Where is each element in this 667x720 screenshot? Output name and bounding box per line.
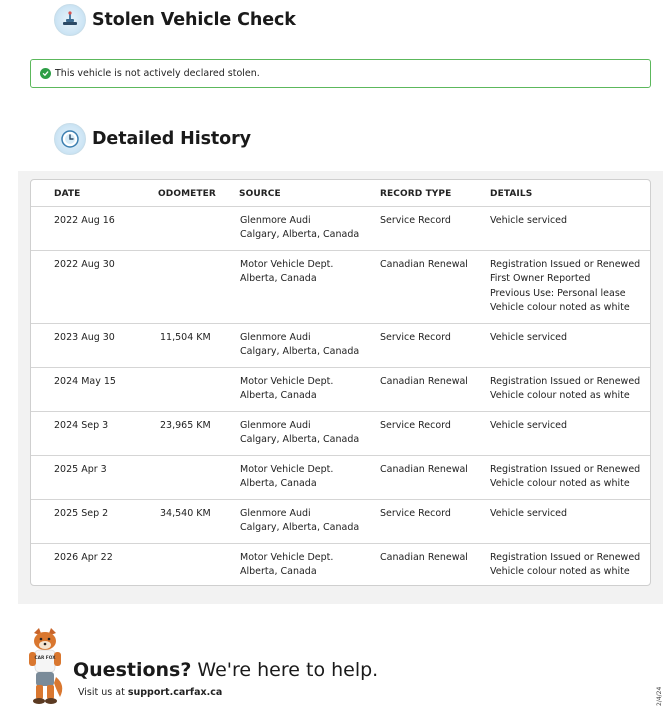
col-header-record-type: RECORD TYPE xyxy=(380,189,452,199)
cell-date: 2025 Sep 2 xyxy=(54,507,109,519)
help-title-rest: We're here to help. xyxy=(191,659,379,681)
cell-source xyxy=(240,507,359,536)
cell-details-line: Previous Use: Personal lease xyxy=(490,287,626,299)
stolen-check-heading xyxy=(54,4,296,36)
cell-source xyxy=(240,375,333,404)
cell-source-line: Glenmore Audi xyxy=(240,507,311,519)
cell-odometer: 34,540 KM xyxy=(160,507,211,519)
side-code: 2/4/24 xyxy=(656,686,663,706)
cell-details-line: Registration Issued or Renewed xyxy=(490,375,641,387)
cell-odometer: 11,504 KM xyxy=(160,331,211,343)
cell-details-line: Vehicle serviced xyxy=(490,215,568,226)
table-row xyxy=(31,207,650,251)
cell-details-line: Vehicle serviced xyxy=(490,419,568,431)
cell-details-line: Registration Issued or Renewed xyxy=(490,463,641,475)
stolen-check-title: Stolen Vehicle Check xyxy=(92,10,296,30)
cell-odometer: 23,965 KM xyxy=(160,419,211,431)
cell-record-type: Canadian Renewal xyxy=(380,551,468,563)
check-circle-icon xyxy=(40,68,51,79)
cell-details-line: Registration Issued or Renewed xyxy=(490,551,641,563)
table-row xyxy=(31,324,650,368)
cell-source xyxy=(240,214,359,243)
cell-details-line: Vehicle serviced xyxy=(490,507,568,519)
col-header-details: DETAILS xyxy=(490,189,533,199)
cell-record-type: Service Record xyxy=(380,331,451,343)
stolen-status-text: This vehicle is not actively declared stolen. xyxy=(55,68,260,79)
cell-details-line: Vehicle colour noted as white xyxy=(490,389,630,401)
cell-record-type: Canadian Renewal xyxy=(380,375,468,387)
table-header xyxy=(31,180,650,207)
history-clock-icon xyxy=(54,123,86,155)
stolen-check-icon xyxy=(54,4,86,36)
cell-source xyxy=(240,463,333,492)
cell-source-line: Alberta, Canada xyxy=(240,477,317,489)
table-body xyxy=(31,207,650,586)
cell-details xyxy=(490,507,567,521)
table-row xyxy=(31,251,650,324)
cell-source xyxy=(240,331,359,360)
cell-source-line: Motor Vehicle Dept. xyxy=(240,375,334,387)
help-title xyxy=(73,659,378,681)
cell-date: 2022 Aug 16 xyxy=(54,215,115,226)
cell-details xyxy=(490,214,567,228)
col-header-source: SOURCE xyxy=(239,189,281,199)
cell-details xyxy=(490,331,567,345)
support-line xyxy=(78,687,222,698)
cell-date: 2023 Aug 30 xyxy=(54,331,115,343)
cell-source-line: Motor Vehicle Dept. xyxy=(240,551,334,563)
cell-details-line: Vehicle colour noted as white xyxy=(490,477,630,489)
cell-details xyxy=(490,258,640,315)
table-row xyxy=(31,368,650,412)
cell-details xyxy=(490,419,567,433)
cell-date: 2024 May 15 xyxy=(54,375,116,387)
cell-source-line: Glenmore Audi xyxy=(240,419,311,431)
cell-date: 2025 Apr 3 xyxy=(54,463,107,475)
cell-details-line: Registration Issued or Renewed xyxy=(490,259,641,270)
table-row xyxy=(31,544,650,586)
cell-details xyxy=(490,375,640,404)
cell-source-line: Glenmore Audi xyxy=(240,331,311,343)
cell-source-line: Calgary, Alberta, Canada xyxy=(240,433,360,445)
cell-source-line: Alberta, Canada xyxy=(240,565,317,577)
table-row xyxy=(31,412,650,456)
cell-source xyxy=(240,551,333,580)
cell-record-type: Service Record xyxy=(380,507,451,519)
history-heading xyxy=(54,123,251,155)
cell-record-type: Canadian Renewal xyxy=(380,259,468,270)
cell-source-line: Alberta, Canada xyxy=(240,273,317,285)
cell-record-type: Service Record xyxy=(380,419,451,431)
help-title-bold: Questions? xyxy=(73,659,192,681)
cell-source-line: Calgary, Alberta, Canada xyxy=(240,345,360,357)
stolen-status-box xyxy=(30,59,651,88)
col-header-odometer: ODOMETER xyxy=(158,189,216,199)
cell-source-line: Motor Vehicle Dept. xyxy=(240,259,334,270)
table-row xyxy=(31,500,650,544)
cell-date: 2022 Aug 30 xyxy=(54,259,115,270)
cell-source-line: Alberta, Canada xyxy=(240,389,317,401)
cell-source xyxy=(240,258,333,287)
cell-source-line: Glenmore Audi xyxy=(240,215,311,226)
history-table xyxy=(30,179,651,586)
cell-date: 2024 Sep 3 xyxy=(54,419,109,431)
col-header-date: DATE xyxy=(54,189,81,199)
cell-details-line: Vehicle serviced xyxy=(490,331,568,343)
cell-date: 2026 Apr 22 xyxy=(54,551,113,563)
cell-details xyxy=(490,463,640,492)
cell-source-line: Calgary, Alberta, Canada xyxy=(240,521,360,533)
cell-record-type: Service Record xyxy=(380,215,451,226)
cell-details xyxy=(490,551,640,580)
cell-details-line: Vehicle colour noted as white xyxy=(490,301,630,313)
cell-source-line: Calgary, Alberta, Canada xyxy=(240,229,360,241)
table-row xyxy=(31,456,650,500)
support-prefix: Visit us at xyxy=(78,687,128,698)
history-title: Detailed History xyxy=(92,129,251,149)
cell-details-line: First Owner Reported xyxy=(490,273,591,285)
cell-source-line: Motor Vehicle Dept. xyxy=(240,463,334,475)
cell-record-type: Canadian Renewal xyxy=(380,463,468,475)
support-link[interactable]: support.carfax.ca xyxy=(127,687,223,698)
cell-details-line: Vehicle colour noted as white xyxy=(490,565,630,577)
mascot-shirt-text: CAR FOX xyxy=(34,656,56,661)
carfax-fox-mascot xyxy=(26,627,66,705)
cell-source xyxy=(240,419,359,448)
